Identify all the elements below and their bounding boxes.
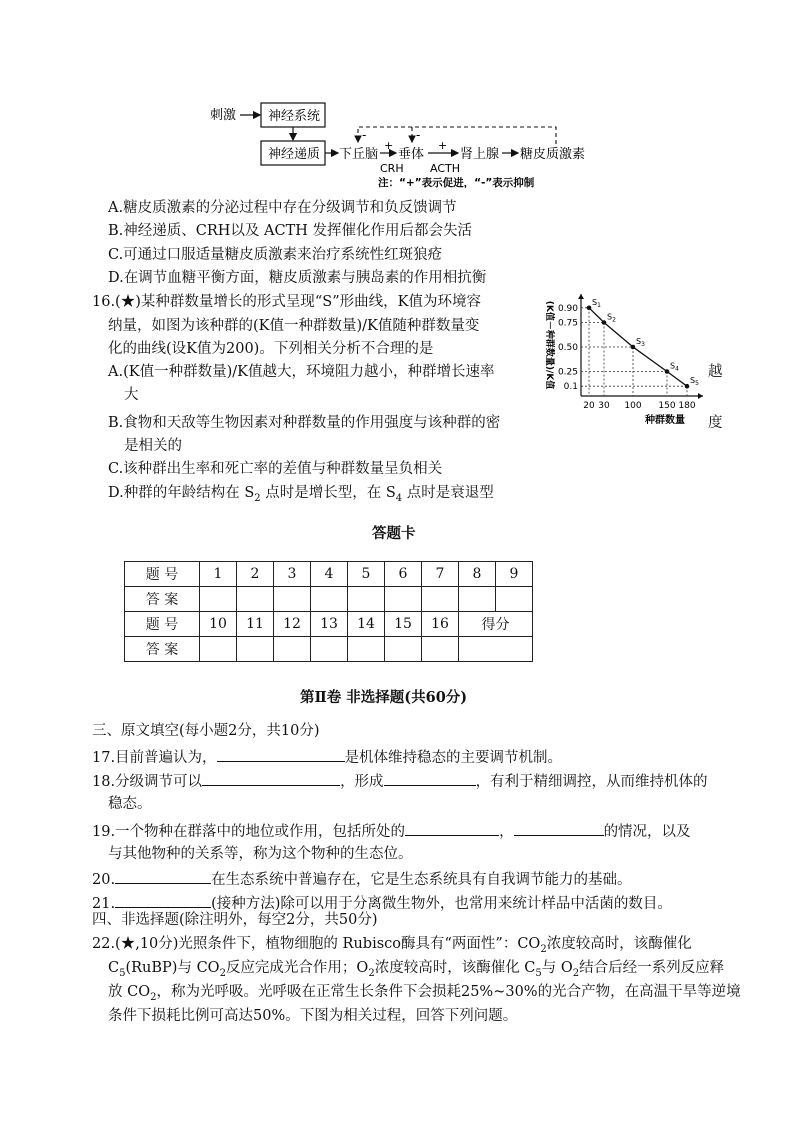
answer-cell[interactable] — [311, 587, 348, 612]
score-label: 得分 — [459, 612, 533, 637]
stimulus-label: 刺激 — [210, 108, 237, 123]
cortisol-label: 糖皮质激素 — [520, 147, 586, 162]
hypothalamus-label: 下丘脑 — [339, 147, 379, 162]
x-axis-label: 种群数量 — [645, 415, 685, 426]
table-row — [125, 637, 533, 662]
data-point — [631, 345, 636, 350]
answer-cell[interactable] — [496, 587, 533, 612]
q15-option-c: C.可通过口服适量糖皮质激素来治疗系统性红斑狼疮 — [108, 247, 443, 263]
hormone-regulation-diagram — [200, 92, 600, 188]
table-cell: 12 — [274, 612, 311, 637]
table-cell: 题 号 — [125, 562, 200, 587]
answer-cell[interactable] — [459, 587, 496, 612]
answer-card-title: 答题卡 — [372, 525, 416, 542]
neurotransmitter-label: 神经递质 — [268, 147, 321, 162]
data-point — [685, 384, 690, 389]
part2-title: 第Ⅱ卷 非选择题(共60分) — [300, 689, 468, 706]
x-tick-label: 180 — [678, 401, 696, 411]
answer-card-table — [124, 561, 533, 662]
q16-option-b-tail: 度 — [708, 415, 723, 431]
q16-option-b-line1: B.食物和天敌等生物因素对种群数量的作用强度与该种群的密 — [108, 415, 501, 431]
q22-line3: 放 $CO_2$，称为光呼吸。光呼吸在正常生长条件下会损耗25%~30%的光合产物，在高温干旱等逆境 — [108, 984, 741, 1003]
table-cell: 1 — [200, 562, 237, 587]
table-cell: 9 — [496, 562, 533, 587]
acth-label: ACTH — [430, 162, 461, 175]
population-chart — [537, 288, 709, 428]
answer-cell[interactable] — [237, 637, 274, 662]
answer-cell[interactable] — [274, 637, 311, 662]
y-tick-label: 0.50 — [557, 343, 578, 353]
answer-cell[interactable] — [200, 637, 237, 662]
q16-stem-line1: 16.(★)某种群数量增长的形式呈现“S”形曲线，K值为环境容 — [92, 294, 481, 310]
point-label: $S_2$ — [607, 312, 616, 324]
x-tick-label: 150 — [658, 401, 676, 411]
minus-sign: - — [416, 128, 421, 142]
table-cell: 15 — [385, 612, 422, 637]
x-tick-label: 20 — [583, 401, 595, 411]
q16-option-c: C.该种群出生率和死亡率的差值与种群数量呈负相关 — [108, 461, 443, 477]
answer-cell[interactable] — [348, 637, 385, 662]
q19-line2: 与其他物种的关系等，称为这个物种的生态位。 — [108, 846, 413, 862]
pituitary-label: 垂体 — [398, 147, 425, 162]
q17: 17.目前普遍认为， 是机体维持稳态的主要调节机制。 — [92, 746, 562, 768]
table-row — [125, 562, 533, 587]
y-tick-label: 0.25 — [557, 367, 578, 378]
table-cell: 13 — [311, 612, 348, 637]
x-tick-label: 30 — [598, 401, 610, 411]
table-cell: 11 — [237, 612, 274, 637]
table-cell: 8 — [459, 562, 496, 587]
q15-option-d: D.在调节血糖平衡方面，糖皮质激素与胰岛素的作用相抗衡 — [108, 270, 487, 286]
blank-input[interactable] — [514, 820, 604, 836]
y-tick-label: 0.75 — [557, 318, 578, 329]
answer-cell[interactable] — [348, 587, 385, 612]
blank-input[interactable] — [405, 820, 499, 836]
q19: 19.一个物种在群落中的地位或作用，包括所处的 ， 的情况，以及 — [92, 820, 691, 842]
plus-sign: + — [438, 139, 448, 152]
blank-input[interactable] — [115, 868, 211, 884]
q16-option-b-line2: 是相关的 — [124, 438, 182, 454]
point-label: $S_4$ — [670, 361, 679, 373]
blank-input[interactable] — [217, 746, 345, 762]
table-cell: 答 案 — [125, 587, 200, 612]
q15-option-a: A.糖皮质激素的分泌过程中存在分级调节和负反馈调节 — [108, 200, 457, 216]
q15-option-b: B.神经递质、CRH以及 ACTH 发挥催化作用后都会失活 — [108, 223, 473, 239]
table-cell: 3 — [274, 562, 311, 587]
table-cell: 5 — [348, 562, 385, 587]
answer-cell[interactable] — [385, 637, 422, 662]
section4-title: 四、非选择题(除注明外，每空2分，共50分) — [92, 912, 378, 928]
answer-cell[interactable] — [385, 587, 422, 612]
x-tick-label: 100 — [624, 401, 642, 411]
section3-title: 三、原文填空(每小题2分，共10分) — [92, 723, 320, 739]
nervous-system-label: 神经系统 — [268, 109, 321, 124]
point-label: $S_5$ — [690, 376, 699, 388]
table-cell: 题 号 — [125, 612, 200, 637]
q18-line2: 稳态。 — [108, 796, 152, 812]
y-axis-label: (K值－种群数量)/K值 — [544, 300, 554, 390]
table-cell: 14 — [348, 612, 385, 637]
q21: 21. (接种方法)除可以用于分离微生物外，也常用来统计样品中活菌的数目。 — [92, 892, 672, 914]
data-point — [602, 320, 607, 325]
adrenal-label: 肾上腺 — [460, 147, 500, 162]
table-cell: 7 — [422, 562, 459, 587]
table-cell: 10 — [200, 612, 237, 637]
table-cell: 16 — [422, 612, 459, 637]
answer-cell[interactable] — [422, 587, 459, 612]
score-cell[interactable] — [459, 637, 533, 662]
q22-line2: $C_5(RuBP)$与 $CO_2$反应完成光合作用；$O_2$浓度较高时，该酶催化 $C_5$与 $O_2$结合后经一系列反应释 — [108, 960, 725, 979]
table-cell: 2 — [237, 562, 274, 587]
q22-line4: 条件下损耗比例可高达50%。下图为相关过程，回答下列问题。 — [108, 1008, 518, 1024]
y-axis-arrow — [578, 294, 584, 299]
q22-line1: 22.(★,10分)光照条件下，植物细胞的 Rubisco酶具有“两面性”：$CO_2$浓度较高时，该酶催化 — [92, 936, 692, 955]
point-label: $S_3$ — [636, 337, 645, 348]
table-row — [125, 612, 533, 637]
q16-option-a-line2: 大 — [124, 387, 139, 403]
table-cell: 答 案 — [125, 637, 200, 662]
table-row — [125, 587, 533, 612]
diagram-note: 注：“+”表示促进，“-”表示抑制 — [378, 177, 535, 188]
y-tick-label: 0.1 — [563, 382, 578, 393]
minus-sign: - — [362, 128, 367, 142]
q20: 20. 在生态系统中普遍存在，它是生态系统具有自我调节能力的基础。 — [92, 868, 632, 890]
x-axis-arrow — [698, 393, 703, 399]
q16-option-d: D.种群的年龄结构在 $S_2$ 点时是增长型，在 $S_4$ 点时是衰退型 — [108, 485, 494, 504]
q18: 18.分级调节可以 ，形成 ，有利于精细调控，从而维持机体的 — [92, 770, 708, 792]
data-point — [665, 369, 670, 374]
table-cell: 4 — [311, 562, 348, 587]
crh-label: CRH — [380, 162, 404, 175]
blank-input[interactable] — [115, 892, 211, 908]
q16-stem-line3: 化的曲线(设K值为200)。下列相关分析不合理的是 — [108, 341, 434, 357]
q16-stem-line2: 纳量，如图为该种群的(K值一种群数量)/K值随种群数量变 — [108, 318, 480, 334]
plus-sign: + — [384, 139, 394, 152]
point-label: $S_1$ — [592, 297, 601, 309]
answer-cell[interactable] — [237, 587, 274, 612]
y-tick-label: 0.90 — [557, 303, 578, 314]
q16-option-a-tail: 越 — [708, 364, 723, 380]
table-cell: 6 — [385, 562, 422, 587]
answer-cell[interactable] — [274, 587, 311, 612]
answer-cell[interactable] — [311, 637, 348, 662]
q16-option-a-line1: A.(K值一种群数量)/K值越大，环境阻力越小，种群增长速率 — [108, 364, 495, 380]
blank-input[interactable] — [384, 770, 476, 786]
blank-input[interactable] — [202, 770, 340, 786]
data-point — [587, 306, 592, 311]
answer-cell[interactable] — [200, 587, 237, 612]
answer-cell[interactable] — [422, 637, 459, 662]
